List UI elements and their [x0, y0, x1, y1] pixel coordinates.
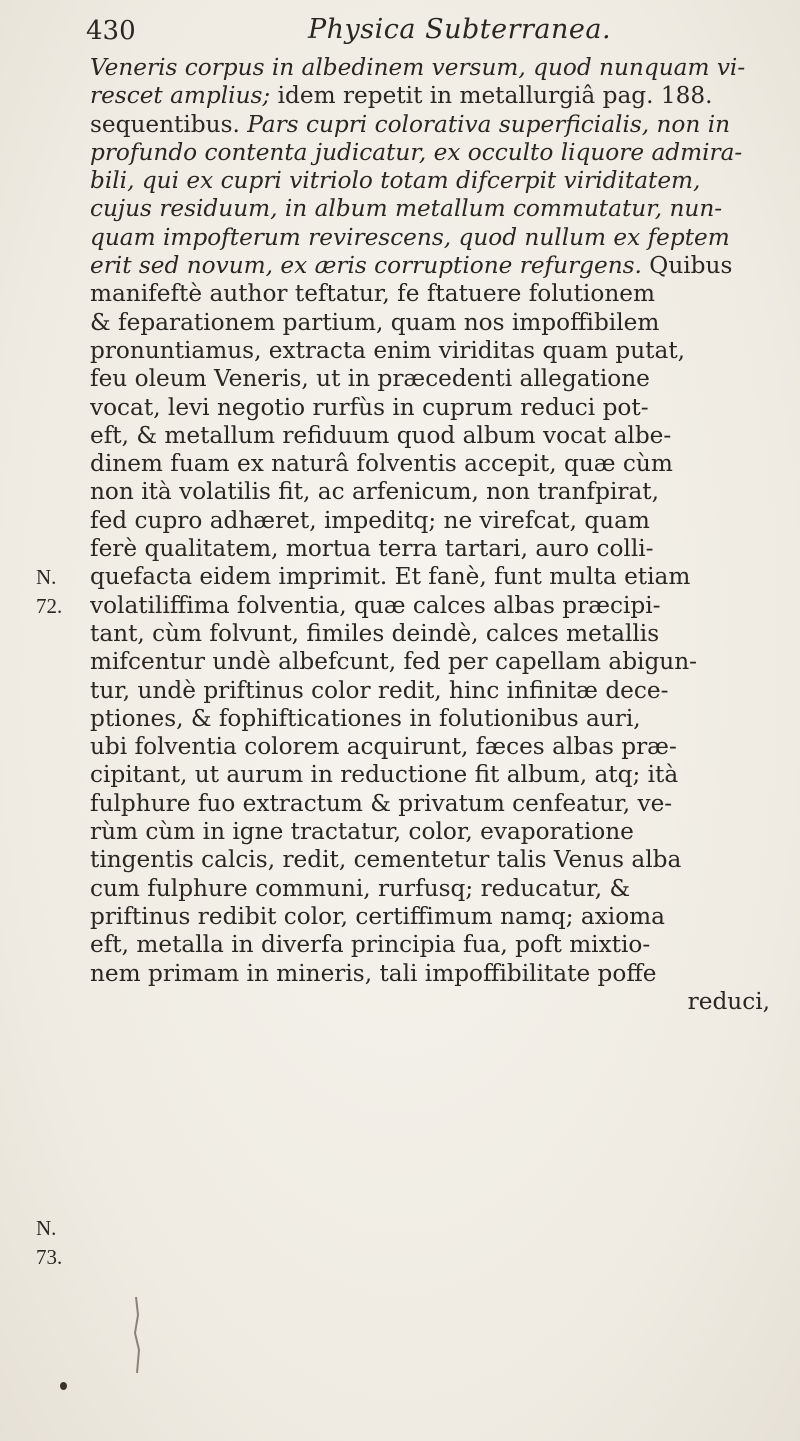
text-line: [90, 252, 788, 280]
text-line: [90, 82, 788, 110]
body-text: [90, 54, 788, 1016]
text-segment: rùm cùm in igne tractatur, color, evaporatione: [90, 818, 634, 846]
text-segment: cujus residuum, in album metallum commutatur, nun-: [90, 195, 723, 223]
text-line: [90, 818, 788, 846]
text-segment: quam impofterum revirescens, quod nullum ex feptem: [90, 223, 730, 251]
margin-note: N.: [36, 565, 57, 590]
text-segment: tur, undè priftinus color redit, hinc infinitæ dece-: [90, 676, 669, 704]
text-segment: Pars cupri colorativa superficialis, non in: [247, 110, 731, 138]
text-line: [90, 224, 788, 252]
text-segment: tingentis calcis, redit, cementetur talis Venus alba: [90, 846, 682, 874]
text-segment: cum fulphure communi, rurfusq; reducatur, &: [90, 874, 631, 902]
text-line: [90, 648, 788, 676]
text-segment: profundo contenta judicatur, ex occulto liquore admira-: [90, 138, 743, 166]
text-line: [90, 563, 788, 591]
ink-smudge: [128, 1295, 146, 1375]
text-line: [90, 903, 788, 931]
text-segment: non ità volatilis fit, ac arfenicum, non tranfpirat,: [90, 478, 659, 506]
text-segment: idem repetit in metallurgiâ pag. 188.: [270, 82, 713, 110]
page-number: 430: [86, 16, 136, 46]
text-segment: fulphure fuo extractum & privatum cenfeatur, ve-: [90, 789, 673, 817]
text-line: [90, 365, 788, 393]
text-segment: volatiliffima folventia, quæ calces albas præcipi-: [90, 591, 661, 619]
text-line: [90, 875, 788, 903]
catchword: reduci,: [687, 987, 770, 1015]
text-segment: eft, & metallum refiduum quod album vocat albe-: [90, 421, 672, 449]
text-segment: tant, cùm folvunt, fimiles deindè, calces metallis: [90, 619, 660, 647]
text-line: [90, 790, 788, 818]
text-line: [90, 620, 788, 648]
text-segment: Quibus: [641, 252, 733, 280]
text-segment: feu oleum Veneris, ut in præcedenti allegatione: [90, 365, 650, 393]
text-line: [90, 535, 788, 563]
text-segment: fed cupro adhæret, impeditq; ne virefcat, quam: [90, 506, 650, 534]
text-segment: ptiones, & fophifticationes in folutionibus auri,: [90, 704, 641, 732]
text-line: [90, 507, 788, 535]
text-segment: cipitant, ut aurum in reductione fit album, atq; ità: [90, 761, 679, 789]
text-line: [90, 195, 788, 223]
text-segment: nem primam in mineris, tali impoffibilitate poffe: [90, 959, 657, 987]
running-title: Physica Subterranea.: [308, 14, 612, 45]
margin-note: 72.: [36, 593, 63, 618]
text-line: [90, 450, 788, 478]
text-segment: manifeftè author teftatur, fe ftatuere folutionem: [90, 280, 655, 308]
text-line: [90, 309, 788, 337]
text-line: [90, 733, 788, 761]
text-segment: ubi folventia colorem acquirunt, fæces albas præ-: [90, 733, 677, 761]
text-line: [90, 54, 788, 82]
text-line: [90, 705, 788, 733]
text-line: [90, 478, 788, 506]
text-segment: vocat, levi negotio rurfùs in cuprum reduci pot-: [90, 393, 649, 421]
text-line: [90, 846, 788, 874]
text-segment: dinem fuam ex naturâ folventis accepit, quæ cùm: [90, 450, 673, 478]
text-segment: mifcentur undè albefcunt, fed per capellam abigun-: [90, 648, 697, 676]
text-line: [90, 960, 788, 988]
text-line: [90, 337, 788, 365]
page-header: [86, 14, 760, 54]
text-segment: pronuntiamus, extracta enim viriditas quam putat,: [90, 336, 686, 364]
text-segment: eft, metalla in diverfa principia fua, poft mixtio-: [90, 931, 651, 959]
ink-dot: [60, 1382, 67, 1390]
margin-note: N.: [36, 1216, 57, 1241]
text-line: [90, 111, 788, 139]
text-segment: Veneris corpus in albedinem versum, quod nunquam vi-: [90, 54, 746, 81]
text-segment: ferè qualitatem, mortua terra tartari, auro colli-: [90, 535, 654, 563]
text-line: [90, 167, 788, 195]
text-segment: & feparationem partium, quam nos impoffibilem: [90, 308, 660, 336]
text-line: [90, 931, 788, 959]
text-line: [90, 761, 788, 789]
text-segment: bili, qui ex cupri vitriolo totam difcerpit viriditatem,: [90, 167, 701, 195]
text-line: [90, 677, 788, 705]
text-segment: sequentibus.: [90, 110, 248, 138]
text-line: [90, 394, 788, 422]
text-line: [90, 422, 788, 450]
text-segment: priftinus redibit color, certiffimum namq; axioma: [90, 902, 665, 930]
text-line: [90, 139, 788, 167]
text-segment: rescet amplius;: [90, 82, 271, 110]
text-segment: quefacta eidem imprimit. Et fanè, funt multa etiam: [90, 563, 691, 591]
text-segment: erit sed novum, ex æris corruptione refurgens.: [90, 252, 642, 280]
text-line: [90, 280, 788, 308]
margin-note: 73.: [36, 1244, 63, 1269]
text-line: [90, 592, 788, 620]
